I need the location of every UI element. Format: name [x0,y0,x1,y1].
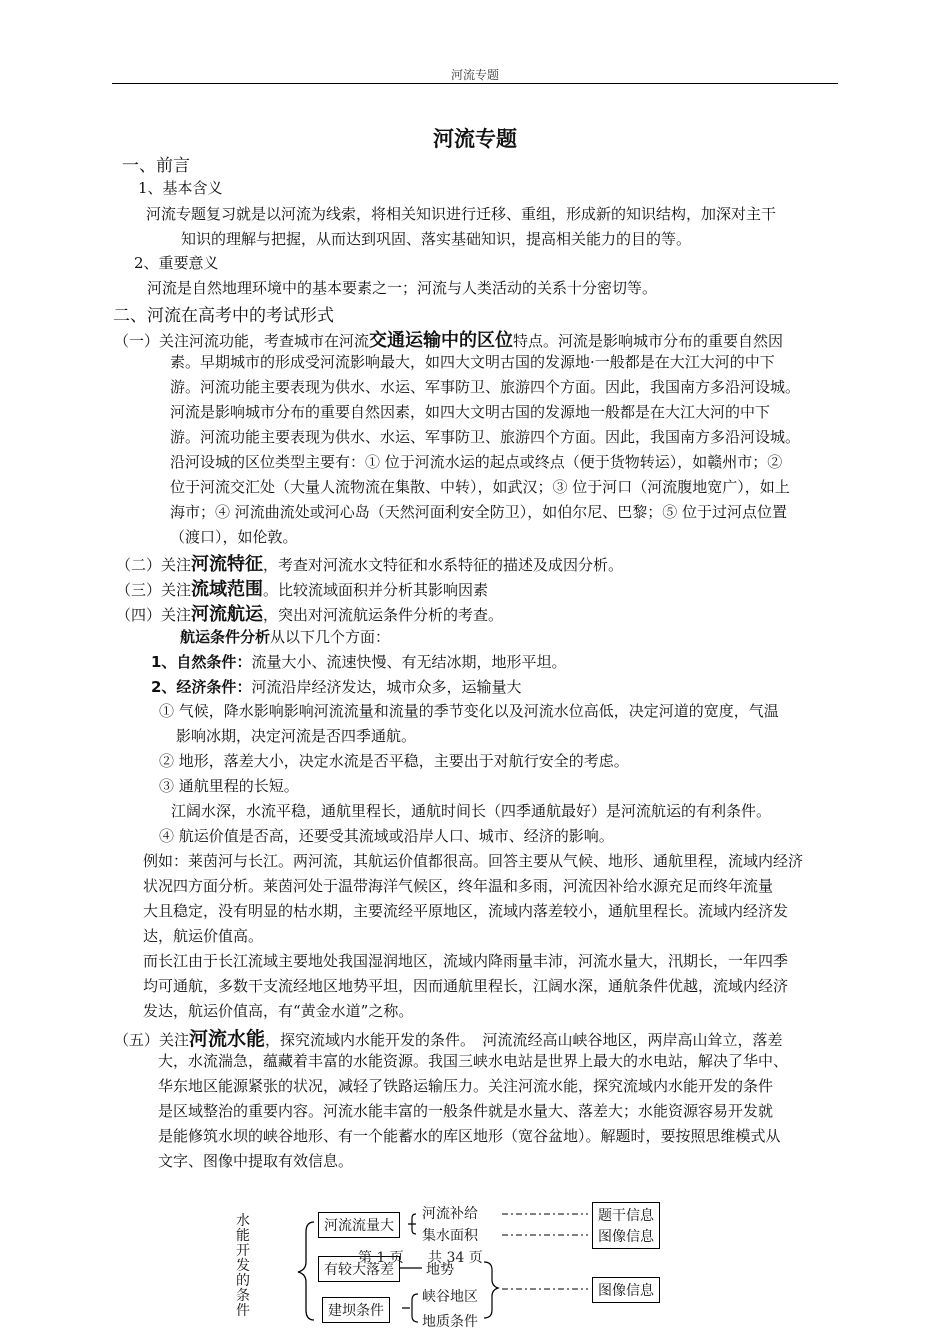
factor-2: ② 地形，落差大小，决定水流是否平稳，主要出于对航行安全的考虑。 [159,752,629,770]
example-line-7: 发达，航运价值高，有“黄金水道”之称。 [143,1002,414,1020]
item-5-line-3: 华东地区能源紧张的状况，减轻了铁路运输压力。关注河流水能，探究流域内水能开发的条件 [158,1077,774,1095]
paragraph-1-line-1: 河流专题复习就是以河流为线索，将相关知识进行迁移、重组，形成新的知识结构，加深对主干 [146,205,777,223]
natural-conditions-text: 流量大小、流速快慢、有无结冰期，地形平坦。 [251,653,567,671]
info-text-box: 题干信息 [592,1202,660,1227]
item-5-line-6: 文字、图像中提取有效信息。 [158,1152,354,1170]
item-1-prefix: （一）关注河流功能，考查城市在河流 [114,332,370,350]
example-line-4: 达，航运价值高。 [143,927,264,945]
leaf-geology: 地质条件 [422,1314,478,1330]
footer-page-total: 共 34 页 [428,1250,483,1266]
item-1-line-4: 河流是影响城市分布的重要自然因素，如四大文明古国的发源地一般都是在大江大河的中下 [170,403,771,421]
item-1-suffix: 特点。河流是影响城市分布的重要自然因 [513,332,784,350]
leaf-river-supply: 河流补给 [422,1206,478,1222]
subsection-1-1: 1、基本含义 [138,179,223,197]
nav-analysis-suffix: 从以下几个方面： [270,628,391,646]
nav-analysis-keyword: 航运条件分析 [180,628,271,646]
item-1-keyword: 交通运输中的区位 [369,330,514,351]
item-5-prefix: （五）关注 [114,1031,190,1049]
item-1-line-1 [114,326,783,352]
factor-1-line-1: ① 气候，降水影响影响河流流量和流量的季节变化以及河流水位高低，决定河道的宽度，气温 [159,702,779,720]
item-5-line-1 [114,1024,783,1051]
box-elevation-drop: 有较大落差 [318,1256,400,1282]
example-line-5: 而长江由于长江流域主要地处我国湿润地区，流域内降雨量丰沛，河流水量大，汛期长，一年四季 [143,952,789,970]
factor-3: ③ 通航里程的长短。 [159,777,299,795]
paragraph-2: 河流是自然地理环境中的基本要素之一；河流与人类活动的关系十分密切等。 [147,279,658,297]
leaf-terrain: 地势 [426,1262,454,1278]
item-4-prefix: （四）关注 [116,606,192,624]
running-header: 河流专题 [450,68,499,82]
economic-conditions-label: 2、经济条件： [151,678,252,696]
example-line-2: 状况四方面分析。莱茵河处于温带海洋气候区，终年温和多雨，河流因补给水源充足而终年流量 [143,877,774,895]
natural-conditions-label: 1、自然条件： [151,653,252,671]
subsection-1-2: 2、重要意义 [134,254,219,272]
document-title: 河流专题 [433,127,517,151]
paragraph-1-line-2: 知识的理解与把握，从而达到巩固、落实基础知识，提高相关能力的目的等。 [181,230,692,248]
item-2 [116,550,623,576]
item-1-line-6: 沿河设城的区位类型主要有：① 位于河流水运的起点或终点（便于货物转运），如赣州市；② [170,453,783,471]
item-3 [116,575,488,601]
item-2-suffix: ，考查对河流水文特征和水系特征的描述及成因分析。 [263,556,624,574]
item-5-line-2: 大，水流湍急，蕴藏着丰富的水能资源。我国三峡水电站是世界上最大的水电站，解决了华中、 [158,1052,789,1070]
item-5-keyword: 河流水能 [189,1028,266,1050]
factor-1-line-2: 影响冰期，决定河流是否四季通航。 [176,727,417,745]
info-image-box-2: 图像信息 [592,1277,660,1303]
hydropower-conditions-diagram [226,1200,676,1344]
factor-3-note: 江阔水深，水流平稳，通航里程长，通航时间长（四季通航最好）是河流航运的有利条件。 [171,802,772,820]
economic-conditions [151,676,521,697]
nav-analysis-intro [180,626,390,647]
factor-4: ④ 航运价值是否高，还要受其流域或沿岸人口、城市、经济的影响。 [159,827,614,845]
footer-page-number: 第 1 页 [358,1250,404,1266]
diagram-vertical-label: 水能开发的条件 [236,1213,250,1319]
item-2-keyword: 河流特征 [191,554,264,575]
item-1-line-8: 海市；④ 河流曲流处或河心岛（天然河面利安全防卫），如伯尔尼、巴黎；⑤ 位于过河点位置 [170,503,788,521]
header-rule [112,83,838,84]
box-river-flow: 河流流量大 [318,1212,400,1238]
item-4-keyword: 河流航运 [191,604,264,625]
natural-conditions [151,651,566,672]
example-line-6: 均可通航，多数干支流经地区地势平坦，因而通航里程长，江阔水深，通航条件优越，流域内经济 [143,977,789,995]
item-4-suffix: ，突出对河流航运条件分析的考查。 [263,606,504,624]
item-5-suffix: ，探究流域内水能开发的条件。 河流流经高山峡谷地区，两岸高山耸立，落差 [265,1031,783,1049]
item-3-suffix: 。比较流域面积并分析其影响因素 [263,581,489,599]
box-dam-conditions: 建坝条件 [322,1297,390,1323]
info-image-box-1: 图像信息 [592,1224,660,1249]
example-line-1: 例如：莱茵河与长江。两河流，其航运价值都很高。回答主要从气候、地形、通航里程，流域内经济 [143,852,804,870]
item-1-line-2: 素。早期城市的形成受河流影响最大，如四大文明古国的发源地·一般都是在大江大河的中下 [170,353,775,371]
item-1-line-3: 游。河流功能主要表现为供水、水运、军事防卫、旅游四个方面。因此，我国南方多沿河设城。 [170,378,801,396]
item-1-line-9: （渡口），如伦敦。 [170,528,298,546]
item-2-prefix: （二）关注 [116,556,192,574]
item-3-keyword: 流域范围 [191,579,264,600]
item-3-prefix: （三）关注 [116,581,192,599]
leaf-gorge-area: 峡谷地区 [422,1289,478,1305]
section-2-heading: 二、河流在高考中的考试形式 [113,306,334,326]
item-1-line-7: 位于河流交汇处（大量人流物流在集散、中转），如武汉；③ 位于河口（河流腹地宽广），如上 [170,478,790,496]
item-5-line-4: 是区域整治的重要内容。河流水能丰富的一般条件就是水量大、落差大；水能资源容易开发就 [158,1102,774,1120]
economic-conditions-text: 河流沿岸经济发达，城市众多，运输量大 [251,678,522,696]
leaf-catchment-area: 集水面积 [422,1228,478,1244]
item-5-line-5: 是能修筑水坝的峡谷地形、有一个能蓄水的库区地形（宽谷盆地）。解题时，要按照思维模式从 [158,1127,781,1145]
item-4 [116,600,503,626]
example-line-3: 大且稳定，没有明显的枯水期，主要流经平原地区，流域内落差较小，通航里程长。流域内经济发 [143,902,789,920]
item-1-line-5: 游。河流功能主要表现为供水、水运、军事防卫、旅游四个方面。因此，我国南方多沿河设城。 [170,428,801,446]
section-1-heading: 一、前言 [122,156,190,176]
